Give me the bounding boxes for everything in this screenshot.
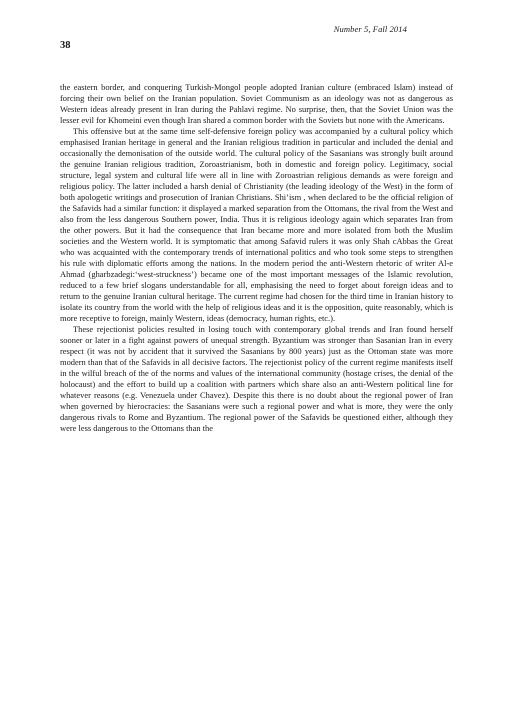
page-number: 38 (60, 40, 71, 51)
paragraph-2: This offensive but at the same time self-defensive foreign policy was accompanied by a cultural policy which emphasised Iranian heritage in general and the Iranian religious tradition in particular and included the denial and occasionally the demonisation of the outside world. The cultural policy of the Sasanians was strongly built around the genuine Iranian religious tradition, Zoroastrianism, both in domestic and foreign policy. Legitimacy, social structure, legal system and cultural life were all in line with Zoroastrian religious demands as were foreign and religious policy. The latter included a harsh denial of Christianity (the leading ideology of the West) in the form of both apologetic writings and prosecution of Iranian Christians. Shi’ism , when declared to be the official religion of the Safavids had a similar function: it displayed a marked separation from the Ottomans, the rival from the West and also from the less dangerous Southern power, India. Thus it is religious ideology again which separates Iran from the other powers. But it had the consequence that Iran became more and more isolated from both the Muslim societies and the Western world. It is symptomatic that among Safavid rulers it was only Shah cAbbas the Great who was acquainted with the contemporary trends of international politics and who took some steps to strengthen his rule with diplomatic efforts among the nations. In the modern period the anti-Western rhetoric of writer Al-e Ahmad (gharbzadegi:‘west-struckness’) became one of the most important messages of the Islamic revolution, reduced to a few brief slogans understandable for all, emphasising the need to forget about foreign ideas and to return to the genuine Iranian cultural heritage. The current regime had chosen for the third time in Iranian history to isolate its country from the world with the help of religious ideas and it is the opposition, quite reasonably, which is more receptive to foreign, mainly Western, ideas (democracy, human rights, etc.). (60, 126, 453, 324)
article-body (60, 82, 453, 435)
paragraph-3: These rejectionist policies resulted in losing touch with contemporary global trends and Iran found herself sooner or later in a fight against powers of unequal strength. Byzantium was stronger than Sasanian Iran in every respect (it was not by accident that it survived the Sasanians by 800 years) just as the Ottoman state was more modern than that of the Safavids in all decisive factors. The rejectionist policy of the current regime manifests itself in the wilful breach of the of the norms and values of the international community (hostage crises, the denial of the holocaust) and the effort to build up a coalition with partners which share also an anti-Western political line for whatever reasons (e.g. Venezuela under Chavez). Despite this there is no doubt about the regional power of Iran when governed by hierocracies: the Sasanians were such a regional power and what is more, they were the only dangerous rivals to Rome and Byzantium. The regional power of the Safavids be questioned either, although they were less dangerous to the Ottomans than the (60, 324, 453, 434)
paragraph-1: the eastern border, and conquering Turkish-Mongol people adopted Iranian culture (embraced Islam) instead of forcing their own belief on the Iranian population. Soviet Communism as an ideology was not as dangerous as Western ideas already present in Iran during the Pahlavi regime. No surprise, then, that the Soviet Union was the lesser evil for Khomeini even though Iran shared a common border with the Soviets but none with the Americans. (60, 82, 453, 126)
running-head: Number 5, Fall 2014 (333, 24, 407, 34)
